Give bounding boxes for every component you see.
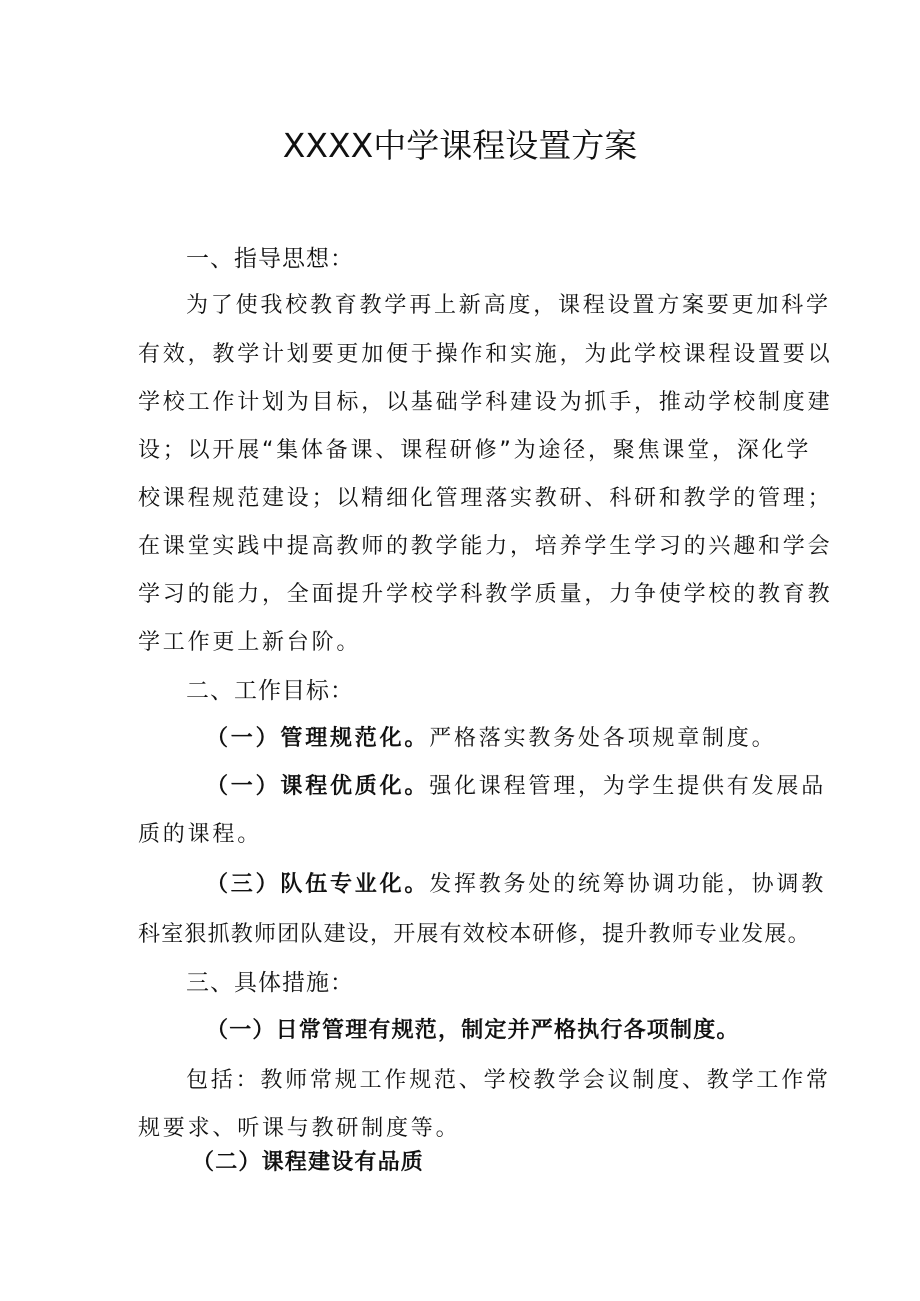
paragraph-line: 为了使我校教育教学再上新高度，课程设置方案要更加科学 <box>186 293 831 318</box>
paragraph-line: 学工作更上新台阶。 <box>138 630 362 655</box>
paragraph-line: 校课程规范建设；以精细化管理落实教研、科研和教学的管理； <box>138 486 833 511</box>
goal-text: 严格落实教务处各项规章制度。 <box>429 726 777 751</box>
measure-heading-2: （二）课程建设有品质 <box>192 1150 425 1175</box>
paragraph-line: 设；以开展“集体备课、课程研修”为途径，聚焦课堂，深化学 <box>138 438 812 463</box>
paragraph-line: 在课堂实践中提高教师的教学能力，培养学生学习的兴趣和学会 <box>138 534 833 559</box>
paragraph-line: 学校工作计划为目标，以基础学科建设为抓手，推动学校制度建 <box>138 390 833 415</box>
paragraph-line: 包括：教师常规工作规范、学校教学会议制度、教学工作常 <box>186 1068 831 1093</box>
section-heading-guiding-ideology: 一、指导思想： <box>186 246 354 272</box>
goal-label: （一）课程优质化。 <box>206 774 430 799</box>
paragraph-line: 学习的能力，全面提升学校学科教学质量，力争使学校的教育教 <box>138 582 833 607</box>
goal-label: （三）队伍专业化。 <box>206 872 430 897</box>
goal-label: （一）管理规范化。 <box>206 726 430 751</box>
paragraph-line: 规要求、听课与教研制度等。 <box>138 1116 461 1141</box>
paragraph-line: 科室狠抓教师团队建设，开展有效校本研修，提升教师专业发展。 <box>138 922 811 947</box>
goal-item-1 <box>206 722 776 756</box>
section-heading-measures: 三、具体措施： <box>186 970 354 996</box>
goal-text: 发挥教务处的统筹协调功能，协调教 <box>429 872 827 897</box>
document-title: XXXX中学课程设置方案 <box>282 126 638 165</box>
measure-heading-1: （一）日常管理有规范，制定并严格执行各项制度。 <box>206 1018 740 1043</box>
goal-text: 强化课程管理，为学生提供有发展品 <box>429 774 827 799</box>
section-heading-work-goals: 二、工作目标： <box>186 678 354 704</box>
paragraph-line: 有效，教学计划要更加便于操作和实施，为此学校课程设置要以 <box>138 342 833 367</box>
paragraph-line: 质的课程。 <box>138 822 263 847</box>
goal-item-2 <box>206 770 826 804</box>
goal-item-3 <box>206 868 826 902</box>
